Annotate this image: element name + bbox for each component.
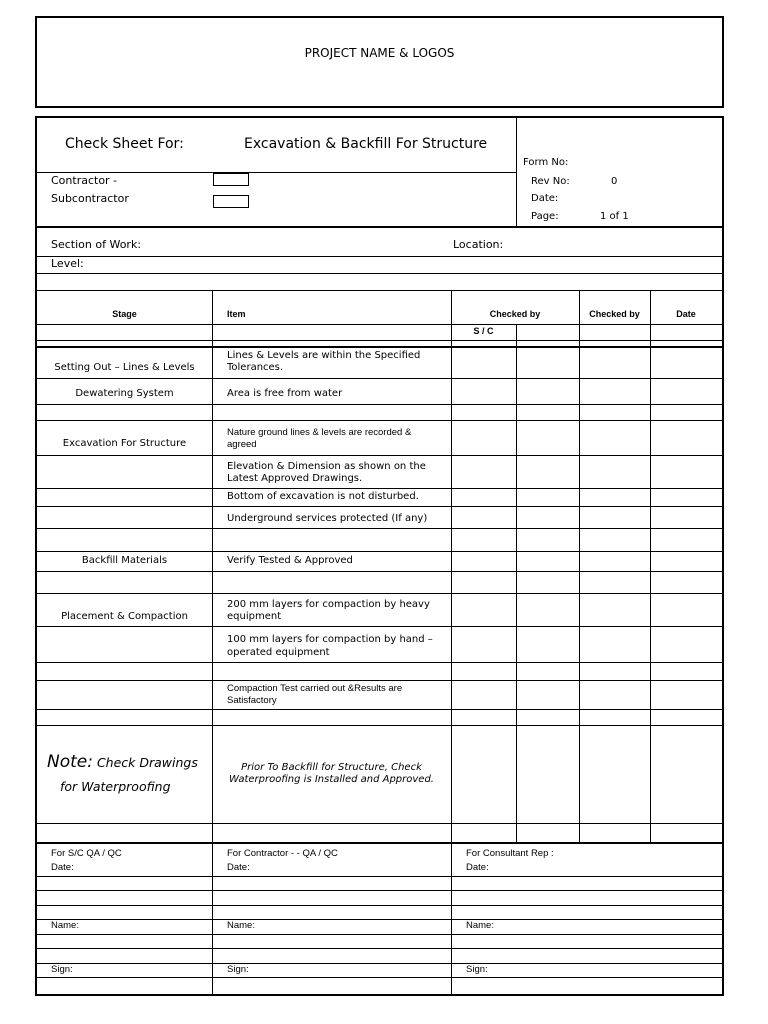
signoff-line	[37, 977, 722, 978]
note-text: Check Drawings	[92, 755, 198, 770]
header-item: Item	[227, 309, 246, 319]
stage-label: Setting Out – Lines & Levels	[54, 362, 195, 373]
signoff-line	[37, 905, 722, 906]
note-line-2: for Waterproofing	[60, 779, 171, 794]
table-line	[37, 551, 722, 552]
item-text: Lines & Levels are within the Specified	[227, 350, 421, 361]
header-sc: S / C	[473, 326, 494, 336]
signoff-line	[37, 963, 722, 964]
item-text: Compaction Test carried out &Results are	[227, 683, 403, 694]
subcontractor-field[interactable]	[213, 195, 249, 208]
check-sheet-value: Excavation & Backfill For Structure	[244, 136, 488, 152]
signoff-date-label: Date:	[466, 862, 489, 873]
stage-label: Placement & Compaction	[61, 611, 188, 622]
item-text: Bottom of excavation is not disturbed.	[227, 491, 419, 502]
stage-label: Dewatering System	[75, 388, 174, 399]
table-line	[37, 593, 722, 594]
project-header-box	[35, 16, 724, 108]
signoff-date-label: Date:	[51, 862, 74, 873]
note-word: Note:	[47, 752, 93, 772]
form-no-label: Form No:	[523, 157, 569, 168]
table-line	[37, 662, 722, 663]
table-line	[37, 506, 722, 507]
item-text: 100 mm layers for compaction by hand –	[227, 634, 433, 645]
item-text: Underground services protected (If any)	[227, 513, 428, 524]
contractor-qaqc-label: For Contractor - - QA / QC	[227, 848, 338, 859]
level-label: Level:	[51, 257, 84, 270]
table-line	[37, 528, 722, 529]
table-line	[37, 404, 722, 405]
signoff-name-label: Name:	[466, 920, 494, 931]
header-checked-by-2: Checked by	[589, 309, 640, 319]
item-text: Verify Tested & Approved	[227, 555, 353, 566]
table-line	[37, 324, 722, 325]
item-text: Nature ground lines & levels are recorded &	[227, 427, 412, 438]
table-line	[37, 346, 722, 348]
signoff-sign-label: Sign:	[227, 964, 249, 975]
page-value: 1 of 1	[600, 211, 629, 222]
signoff-line	[37, 934, 722, 935]
page-label: Page:	[531, 211, 559, 222]
header-checked-by: Checked by	[489, 309, 541, 319]
divider	[516, 118, 517, 226]
sc-qaqc-label: For S/C QA / QC	[51, 848, 122, 859]
stage-label: Excavation For Structure	[62, 438, 187, 449]
signoff-line	[37, 890, 722, 891]
table-col-line	[579, 290, 580, 843]
note-item-text: Prior To Backfill for Structure, Check	[241, 762, 422, 773]
check-sheet-label: Check Sheet For:	[65, 136, 184, 152]
signoff-line	[37, 876, 722, 877]
item-text: Area is free from water	[227, 388, 343, 399]
table-line	[37, 455, 722, 456]
item-text: equipment	[227, 611, 282, 622]
signoff-line	[37, 948, 722, 949]
signoff-name-label: Name:	[227, 920, 255, 931]
table-col-line	[650, 290, 651, 843]
contractor-field[interactable]	[213, 173, 249, 186]
table-line	[37, 340, 722, 341]
divider	[37, 256, 722, 257]
table-line	[37, 823, 722, 824]
header-date: Date	[676, 309, 696, 319]
project-title: PROJECT NAME & LOGOS	[304, 46, 455, 60]
table-line	[37, 420, 722, 421]
rev-no-label: Rev No:	[531, 176, 570, 187]
item-text: Elevation & Dimension as shown on the	[227, 461, 426, 472]
item-text: operated equipment	[227, 647, 330, 658]
item-text: Tolerances.	[227, 362, 284, 373]
contractor-label: Contractor -	[51, 174, 118, 187]
signoff-sign-label: Sign:	[51, 964, 73, 975]
item-text: Satisfactory	[227, 695, 277, 706]
divider	[37, 290, 722, 291]
item-text: 200 mm layers for compaction by heavy	[227, 599, 430, 610]
table-col-line	[516, 324, 517, 843]
signoff-sign-label: Sign:	[466, 964, 488, 975]
item-text: agreed	[227, 439, 257, 450]
table-line	[37, 626, 722, 627]
table-col-line	[451, 290, 452, 843]
date-label: Date:	[531, 193, 559, 204]
header-stage: Stage	[112, 309, 137, 319]
divider	[37, 172, 517, 173]
table-line	[37, 709, 722, 710]
subcontractor-label: Subcontractor	[51, 192, 129, 205]
table-line	[37, 488, 722, 489]
consultant-rep-label: For Consultant Rep :	[466, 848, 554, 859]
note-line-1	[47, 752, 198, 772]
divider	[37, 226, 722, 228]
table-col-line	[212, 290, 213, 843]
table-line	[37, 725, 722, 726]
signoff-date-label: Date:	[227, 862, 250, 873]
signoff-line	[37, 919, 722, 920]
rev-no-value: 0	[611, 176, 618, 187]
table-line	[37, 378, 722, 379]
divider	[37, 273, 722, 274]
signoff-name-label: Name:	[51, 920, 79, 931]
note-item-text: Waterproofing is Installed and Approved.	[229, 774, 434, 785]
stage-label: Backfill Materials	[81, 555, 168, 566]
section-of-work-label: Section of Work:	[51, 238, 142, 251]
table-line	[37, 571, 722, 572]
table-line	[37, 680, 722, 681]
location-label: Location:	[453, 238, 504, 251]
item-text: Latest Approved Drawings.	[227, 473, 363, 484]
table-line	[37, 842, 722, 844]
